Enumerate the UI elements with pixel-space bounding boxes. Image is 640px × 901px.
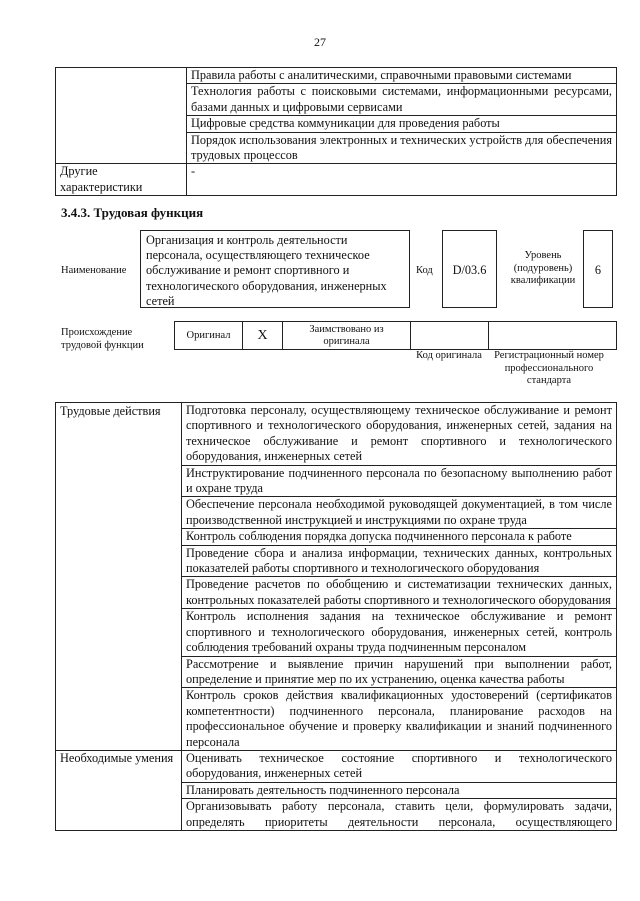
table-row: Правила работы с аналитическими, справочными правовыми системами bbox=[187, 68, 617, 84]
table-row: Порядок использования электронных и технических устройств для обеспечения трудовых процессов bbox=[187, 132, 617, 164]
section-title: 3.4.3. Трудовая функция bbox=[61, 205, 204, 220]
origin-original: Оригинал bbox=[175, 322, 243, 350]
reg-number-label: Регистрационный номер профессионального стандарта bbox=[494, 350, 604, 386]
actions-label: Трудовые действия bbox=[56, 403, 182, 751]
action-row: Проведение расчетов по обобщению и систематизации технических данных, контрольных показателей работы спортивного и технологического оборудования bbox=[182, 577, 617, 609]
name-label: Наименование bbox=[61, 265, 127, 276]
code-value: D/03.6 bbox=[442, 230, 497, 308]
other-characteristics-value: - bbox=[187, 164, 617, 196]
action-row: Контроль сроков действия квалификационных удостоверений (сертификатов компетентности) подчиненного персонала, планирование расходов на профессиональное обучение и проверку квалификации и знаний подчиненного персонала bbox=[182, 688, 617, 751]
level-value: 6 bbox=[583, 230, 613, 308]
action-row: Контроль соблюдения порядка допуска подчиненного персонала к работе bbox=[182, 529, 617, 545]
code-original-label: Код оригинала bbox=[416, 350, 482, 361]
skill-row: Оценивать техническое состояние спортивного и технологического оборудования, инженерных сетей bbox=[182, 750, 617, 782]
function-table bbox=[55, 402, 617, 831]
table-row: Технология работы с поисковыми системами, информационными ресурсами, базами данных и цифровыми сервисами bbox=[187, 84, 617, 116]
action-row: Проведение сбора и анализа информации, технических данных, контрольных показателей работы спортивного и технологического оборудования bbox=[182, 545, 617, 577]
origin-table bbox=[174, 321, 617, 350]
origin-mark: X bbox=[243, 322, 283, 350]
function-name: Организация и контроль деятельности персонала, осуществляющего техническое обслуживание и ремонт спортивного и технологического оборудования, инженерных сетей bbox=[140, 230, 410, 308]
skills-label: Необходимые умения bbox=[56, 750, 182, 830]
skill-row: Организовывать работу персонала, ставить цели, формулировать задачи, определять приоритеты деятельности персонала, осуществляющего bbox=[182, 799, 617, 831]
knowledge-table bbox=[55, 67, 617, 196]
action-row: Обеспечение персонала необходимой руководящей документацией, в том числе производственной инструкцией и инструкциями по охране труда bbox=[182, 497, 617, 529]
table-row: Цифровые средства коммуникации для проведения работы bbox=[187, 116, 617, 132]
page-number: 27 bbox=[314, 35, 326, 49]
action-row: Инструктирование подчиненного персонала по безопасному выполнению работ и охране труда bbox=[182, 465, 617, 497]
skill-row: Планировать деятельность подчиненного персонала bbox=[182, 782, 617, 798]
table-label-cell bbox=[56, 68, 187, 164]
action-row: Рассмотрение и выявление причин нарушений при выполнении работ, определение и принятие мер по их устранению, оценка качества работы bbox=[182, 656, 617, 688]
code-label: Код bbox=[416, 265, 433, 276]
level-label: Уровень (подуровень) квалификации bbox=[510, 250, 576, 286]
origin-label: Происхождение трудовой функции bbox=[61, 327, 144, 351]
other-characteristics-label: Другие характеристики bbox=[56, 164, 187, 196]
action-row: Контроль исполнения задания на техническое обслуживание и ремонт спортивного и технологического оборудования, инженерных сетей, контроль соблюдения требований охраны труда подчиненным персоналом bbox=[182, 609, 617, 656]
action-row: Подготовка персоналу, осуществляющему техническое обслуживание и ремонт спортивного и технологического оборудования, инженерных сетей, задания на техническое обслуживание и ремонт спортивного и технологического оборудования, инженерных сетей bbox=[182, 403, 617, 466]
code-original-cell bbox=[411, 322, 489, 350]
origin-borrowed: Заимствовано из оригинала bbox=[283, 322, 411, 350]
reg-number-cell bbox=[489, 322, 617, 350]
